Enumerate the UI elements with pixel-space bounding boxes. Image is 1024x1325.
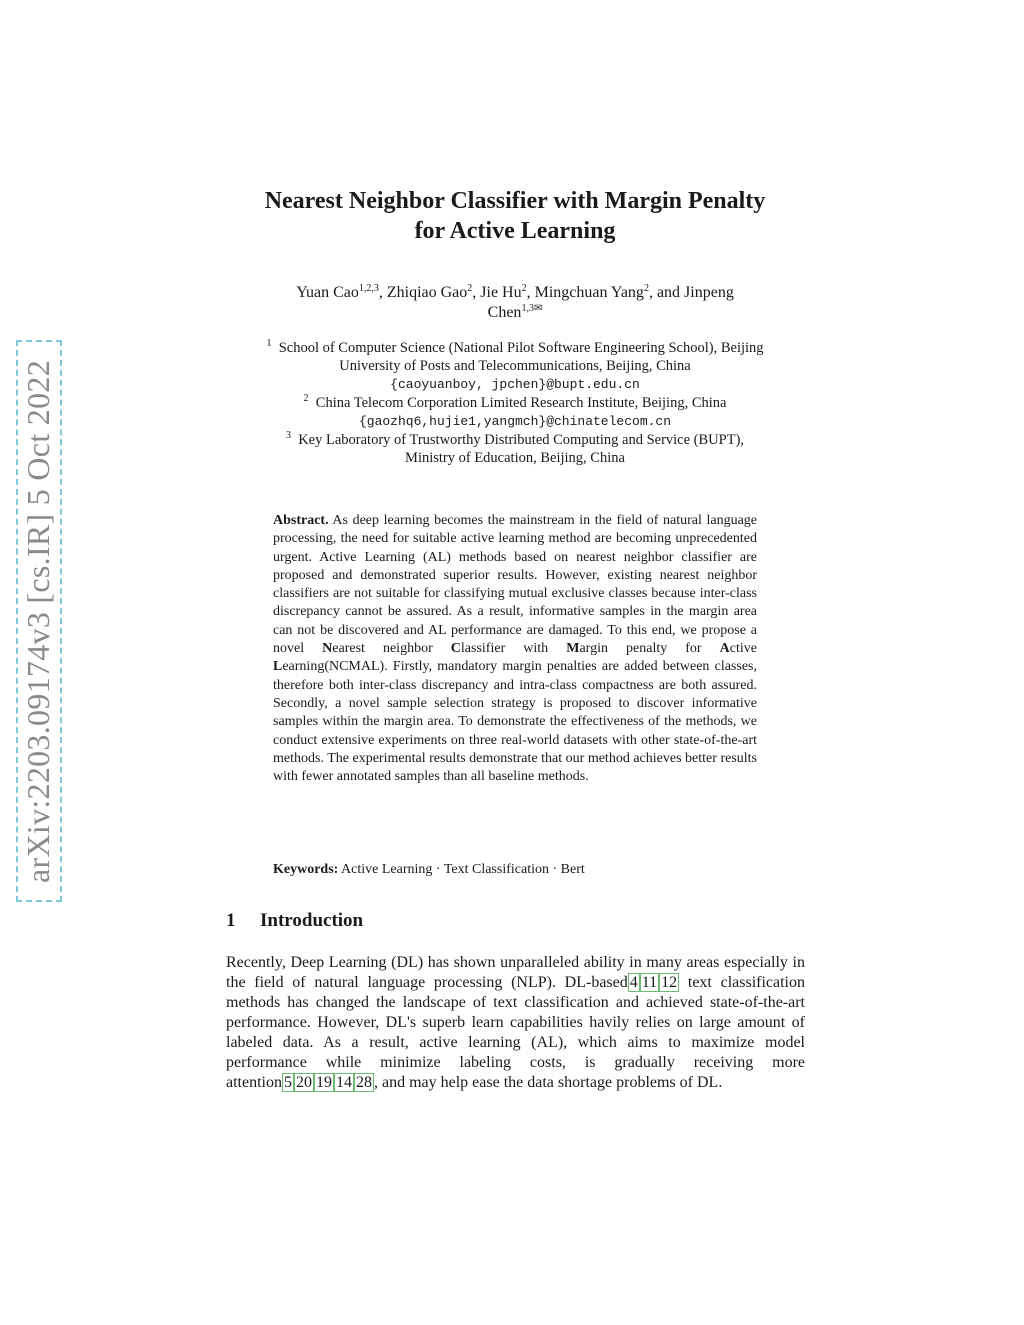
author-line-2 bbox=[200, 303, 830, 323]
acronym-letter: M bbox=[566, 641, 580, 657]
citation-link[interactable]: 12 bbox=[661, 974, 678, 991]
abstract-text: ctive bbox=[729, 641, 757, 657]
title-line-1: Nearest Neighbor Classifier with Margin Penalty bbox=[264, 188, 766, 214]
section-number: 1 bbox=[226, 910, 236, 931]
citation-link[interactable]: 14 bbox=[335, 1074, 352, 1091]
affil-number: 1 bbox=[266, 338, 272, 349]
author-name: , Mingchuan Yang bbox=[526, 284, 644, 301]
affiliation-2 bbox=[200, 394, 830, 412]
abstract-text: argin penalty for bbox=[579, 641, 720, 657]
title-line-2: for Active Learning bbox=[414, 218, 616, 244]
acronym-letter: A bbox=[719, 641, 730, 657]
author-name: Yuan Cao bbox=[296, 284, 359, 301]
citation-link[interactable]: 4 bbox=[629, 974, 638, 991]
affil-text: Key Laboratory of Trustworthy Distributed Computing and Service (BUPT), bbox=[298, 432, 745, 449]
author-name: , Jie Hu bbox=[472, 284, 522, 301]
arxiv-id: arXiv:2203.09174v3 [cs.IR] 5 Oct 2022 bbox=[20, 359, 57, 883]
author-affil-sup: 1,2,3 bbox=[358, 283, 379, 294]
author-affil-num: 1,3 bbox=[521, 303, 534, 314]
author-affil-sup: 2 bbox=[467, 283, 473, 294]
arxiv-watermark bbox=[16, 340, 62, 902]
author-affil-sup: 2 bbox=[643, 283, 649, 294]
citation-link[interactable]: 20 bbox=[295, 1074, 312, 1091]
affil-number: 2 bbox=[303, 393, 309, 405]
abstract-text: As deep learning becomes the mainstream in the field of natural language processing, the need for suitable active learning method are becoming unprecedented urgent. Active Learning (AL) methods based on nearest neighbor classifier are proposed and demonstrated superior results. However, existing nearest neighbor classifiers are not suitable for classifying mutual exclusive classes because inter-class discrepancy cannot be assured. As a result, informative samples in the margin area can not be discovered and AL performance are damaged. To this end, we propose a novel bbox=[273, 513, 757, 657]
citation-link[interactable]: 19 bbox=[315, 1074, 332, 1091]
envelope-icon: ✉ bbox=[533, 303, 543, 314]
affiliations bbox=[200, 339, 830, 468]
keywords-label: Keywords: bbox=[273, 862, 339, 877]
body-text: Recently, Deep Learning (DL) has shown unparalleled ability in many areas especially in the field of natural language processing (NLP). DL-based bbox=[226, 954, 805, 991]
affil-text: School of Computer Science (National Pilot Software Engineering School), Beijing bbox=[278, 340, 764, 356]
author-line-1 bbox=[200, 283, 830, 303]
keywords-text: Active Learning · Text Classification · Bert bbox=[338, 862, 585, 877]
citation-link[interactable]: 28 bbox=[355, 1074, 372, 1091]
abstract-text: lassifier with bbox=[460, 641, 567, 657]
abstract-text: earning(NCMAL). Firstly, mandatory margin penalties are added between classes, therefore both inter-class discrepancy and intra-class compactness are both assured. Secondly, a novel sample selection strategy is proposed to discover informative samples within the margin area. To demonstrate the effectiveness of the methods, we conduct extensive experiments on three real-world datasets with other state-of-the-art methods. The experimental results demonstrate that our method achieves better results with fewer annotated samples than all baseline methods. bbox=[273, 659, 757, 785]
author-name: , and Jinpeng bbox=[648, 284, 734, 301]
author-list bbox=[200, 283, 830, 323]
affiliation-3 bbox=[200, 431, 830, 449]
body-text: , and may help ease the data shortage problems of DL. bbox=[373, 1074, 723, 1091]
abstract bbox=[273, 512, 757, 786]
affil-text: China Telecom Corporation Limited Research Institute, Beijing, China bbox=[315, 395, 727, 412]
author-name: Chen bbox=[487, 304, 522, 321]
section-title: Introduction bbox=[260, 910, 364, 931]
affiliation-1 bbox=[200, 339, 830, 357]
affiliation-1-cont: University of Posts and Telecommunications, Beijing, China bbox=[339, 358, 691, 375]
author-name: , Zhiqiao Gao bbox=[378, 284, 468, 301]
acronym-letter: N bbox=[322, 641, 333, 657]
affiliation-3-cont: Ministry of Education, Beijing, China bbox=[405, 450, 625, 467]
acronym-letter: C bbox=[450, 641, 461, 657]
acronym-letter: L bbox=[273, 659, 283, 675]
email-1[interactable]: {caoyuanboy, jpchen}@bupt.edu.cn bbox=[390, 376, 640, 392]
citation-link[interactable]: 11 bbox=[641, 974, 658, 991]
citation-link[interactable]: 5 bbox=[283, 1074, 292, 1091]
email-2[interactable]: {gaozhq6,hujie1,yangmch}@chinatelecom.cn bbox=[358, 413, 672, 429]
abstract-text: earest neighbor bbox=[332, 641, 451, 657]
author-affil-sup: 2 bbox=[521, 283, 527, 294]
author-affil-sup bbox=[521, 303, 542, 314]
paper-title bbox=[200, 186, 830, 246]
section-heading bbox=[226, 910, 363, 932]
affil-number: 3 bbox=[285, 430, 291, 442]
keywords bbox=[273, 861, 757, 879]
abstract-label: Abstract. bbox=[273, 513, 329, 528]
intro-paragraph bbox=[226, 953, 805, 1093]
body-text: text classification methods has changed the landscape of text classification and achieved state-of-the-art performance. However, DL's superb learn capabilities havily relies on large amount of labeled data. As a result, active learning (AL), which aims to maximize model performance while minimize labeling costs, is gradually receiving more attention bbox=[226, 974, 806, 1091]
